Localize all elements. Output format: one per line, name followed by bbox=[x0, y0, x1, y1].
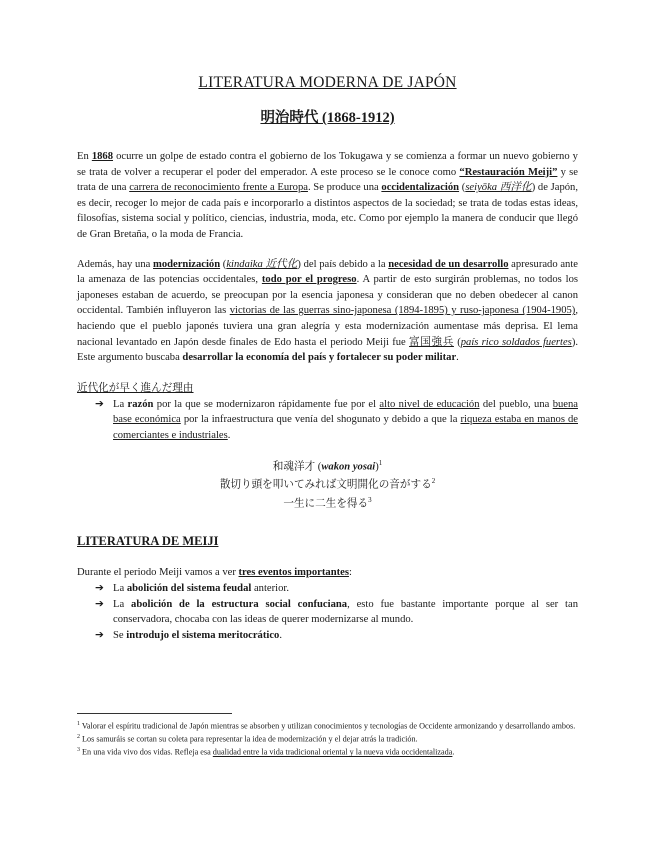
text: ( bbox=[453, 336, 461, 348]
footnotes bbox=[77, 719, 578, 758]
alto-nivel-educacion: alto nivel de educación bbox=[379, 398, 480, 410]
text: apresurado ante la amenaza de las potencias occidentales, bbox=[77, 258, 578, 286]
arrow-icon: ➔ bbox=[95, 581, 104, 594]
text: ). Este argumento buscaba bbox=[77, 336, 578, 364]
seiyoka-term: seiyōka 西洋化 bbox=[465, 182, 532, 194]
riqueza-comerciantes: riqueza estaba en manos de comerciantes e industriales bbox=[113, 414, 578, 441]
footnote-text: . bbox=[452, 748, 455, 758]
event-bold: introdujo el sistema meritocrático bbox=[126, 629, 280, 641]
text: . A partir de esto surgirán problemas, no todos los japoneses estaban de acuerdo, se preocupan por la esencia japonesa y consideran que no deben obedecer al canon occidental. También influyeron las bbox=[77, 274, 579, 317]
restauracion-meiji: “Restauración Meiji” bbox=[459, 166, 558, 178]
text: ocurre un golpe de estado contra el gobierno de los Tokugawa y se comienza a formar un nuevo gobierno y se trata de volver a recuperar el poder del emperador. A este proceso se le conoce como bbox=[77, 151, 578, 178]
kindaika-term: kindaika 近代化 bbox=[226, 258, 298, 270]
text: Se bbox=[113, 629, 127, 641]
footnote-number: 2 bbox=[77, 734, 80, 741]
saying-line bbox=[77, 474, 578, 493]
text: , haciendo que el pueblo japonés tuviera una gran alegría y esta modernización aumentase más deprisa. El lema nacional levantado en Japón desde finales de Edo hasta el periodo Meiji fue bbox=[77, 305, 578, 348]
text: ( bbox=[220, 258, 227, 270]
year-1868: 1868 bbox=[91, 151, 114, 162]
event-text bbox=[113, 581, 578, 597]
events-list bbox=[77, 581, 578, 643]
buena-base-economica: buena base económica bbox=[113, 398, 578, 426]
text: Durante el periodo Meiji vamos a ver bbox=[77, 567, 239, 579]
text: Además, hay una bbox=[77, 258, 154, 270]
saying-line bbox=[77, 456, 578, 475]
footnote-2 bbox=[77, 732, 578, 745]
todo-progreso: todo por el progreso bbox=[261, 274, 357, 286]
footnote-ref: 1 bbox=[378, 458, 383, 467]
pais-rico-term: país rico soldados fuertes bbox=[460, 336, 572, 348]
paragraph-modernizacion bbox=[77, 257, 578, 366]
text: La bbox=[113, 598, 132, 610]
footnote-ref: 2 bbox=[431, 477, 436, 486]
event-item bbox=[77, 597, 578, 628]
text: La bbox=[113, 582, 127, 594]
text: : bbox=[348, 567, 352, 579]
text: En bbox=[77, 151, 92, 162]
arrow-icon: ➔ bbox=[95, 397, 104, 410]
text: . bbox=[227, 429, 231, 441]
footnote-divider bbox=[77, 713, 232, 714]
paragraph-eventos bbox=[77, 565, 578, 581]
page-title: LITERATURA MODERNA DE JAPÓN bbox=[198, 74, 457, 91]
event-item bbox=[77, 581, 578, 597]
text: ) de Japón, es decir, recoger lo mejor de cada país e incorporarlo a distintos aspectos de la sociedad; se trata de todas estas ideas, filosofías, sistema social y político, ciencias, industria, moda, etc. Como por ejemplo la manera de conducir que llegó de Gran Bretaña, o la moda de Francia. bbox=[77, 182, 578, 240]
saying-line bbox=[77, 493, 578, 512]
text: La bbox=[113, 398, 128, 410]
reason-heading: 近代化が早く進んだ理由 bbox=[77, 382, 194, 394]
victorias-guerras: victorias de las guerras sino-japonesa (1894-1895) y ruso-japonesa (1904-1905) bbox=[229, 305, 576, 317]
text: ) del país debido a la bbox=[297, 258, 389, 270]
event-text bbox=[113, 628, 578, 644]
footnote-text: Los samuráis se cortan su coleta para representar la idea de modernización y el dejar atrás la tradición. bbox=[80, 734, 418, 744]
arrow-icon: ➔ bbox=[95, 597, 104, 610]
footnote-text: Valorar el espíritu tradicional de Japón mientras se absorben y utilizan conocimientos y tecnologías de Occidente armonizando y desarrollando ambos. bbox=[80, 721, 576, 731]
text: por la infraestructura que venía del shogunato y debido a que la bbox=[180, 414, 461, 426]
page-subtitle: 明治時代 (1868-1912) bbox=[260, 110, 395, 126]
romaji: wakon yosai bbox=[321, 461, 376, 473]
reason-text bbox=[113, 397, 578, 444]
section-title-meiji: LITERATURA DE MEIJI bbox=[77, 534, 219, 549]
footnote-number: 3 bbox=[77, 747, 80, 754]
paragraph-restauracion bbox=[77, 149, 578, 243]
text: . bbox=[279, 629, 282, 641]
footnote-ref: 3 bbox=[368, 496, 372, 505]
text: 和魂洋才 ( bbox=[272, 461, 322, 473]
footnote-text: En una vida vivo dos vidas. Refleja esa bbox=[80, 748, 213, 758]
text: . bbox=[456, 352, 459, 364]
event-item bbox=[77, 628, 578, 644]
text: 一生に二生を得る bbox=[283, 498, 369, 510]
event-text bbox=[113, 597, 578, 628]
text: y se trata de una bbox=[77, 166, 578, 194]
tres-eventos: tres eventos importantes bbox=[238, 567, 349, 579]
footnote-number: 1 bbox=[77, 721, 80, 727]
footnote-underlined: dualidad entre la vida tradicional oriental y la nueva vida occidentalizada bbox=[212, 748, 453, 758]
text: del pueblo, una bbox=[479, 398, 553, 410]
razon: razón bbox=[127, 398, 154, 410]
event-bold: abolición del sistema feudal bbox=[126, 582, 252, 594]
arrow-icon: ➔ bbox=[95, 628, 104, 641]
event-bold: abolición de la estructura social confuciana bbox=[131, 598, 348, 610]
fukoku-kyohei: 富国強兵 bbox=[409, 336, 454, 348]
desarrollar-economia: desarrollar la economía del país y fortalecer su poder militar bbox=[182, 352, 457, 364]
footnote-1 bbox=[77, 719, 578, 732]
text: . Se produce una bbox=[307, 182, 382, 194]
text: ( bbox=[459, 182, 466, 194]
text: 散切り頭を叩いてみれば文明開化の音がする bbox=[219, 479, 432, 491]
necesidad-desarrollo: necesidad de un desarrollo bbox=[388, 258, 509, 270]
text: , esto fue bastante importante porque al ser tan conservadora, chocaba con las ideas de querer modernizarse al mundo. bbox=[113, 598, 578, 626]
footnote-3 bbox=[77, 745, 578, 758]
modernizacion: modernización bbox=[153, 258, 221, 270]
sayings-block bbox=[77, 456, 578, 513]
reason-list-item bbox=[77, 397, 578, 444]
occidentalizacion: occidentalización bbox=[381, 182, 460, 194]
carrera-europa: carrera de reconocimiento frente a Europa bbox=[129, 182, 308, 194]
text: por la que se modernizaron rápidamente fue por el bbox=[153, 398, 380, 410]
text: ) bbox=[375, 461, 379, 473]
text: anterior. bbox=[251, 582, 289, 594]
